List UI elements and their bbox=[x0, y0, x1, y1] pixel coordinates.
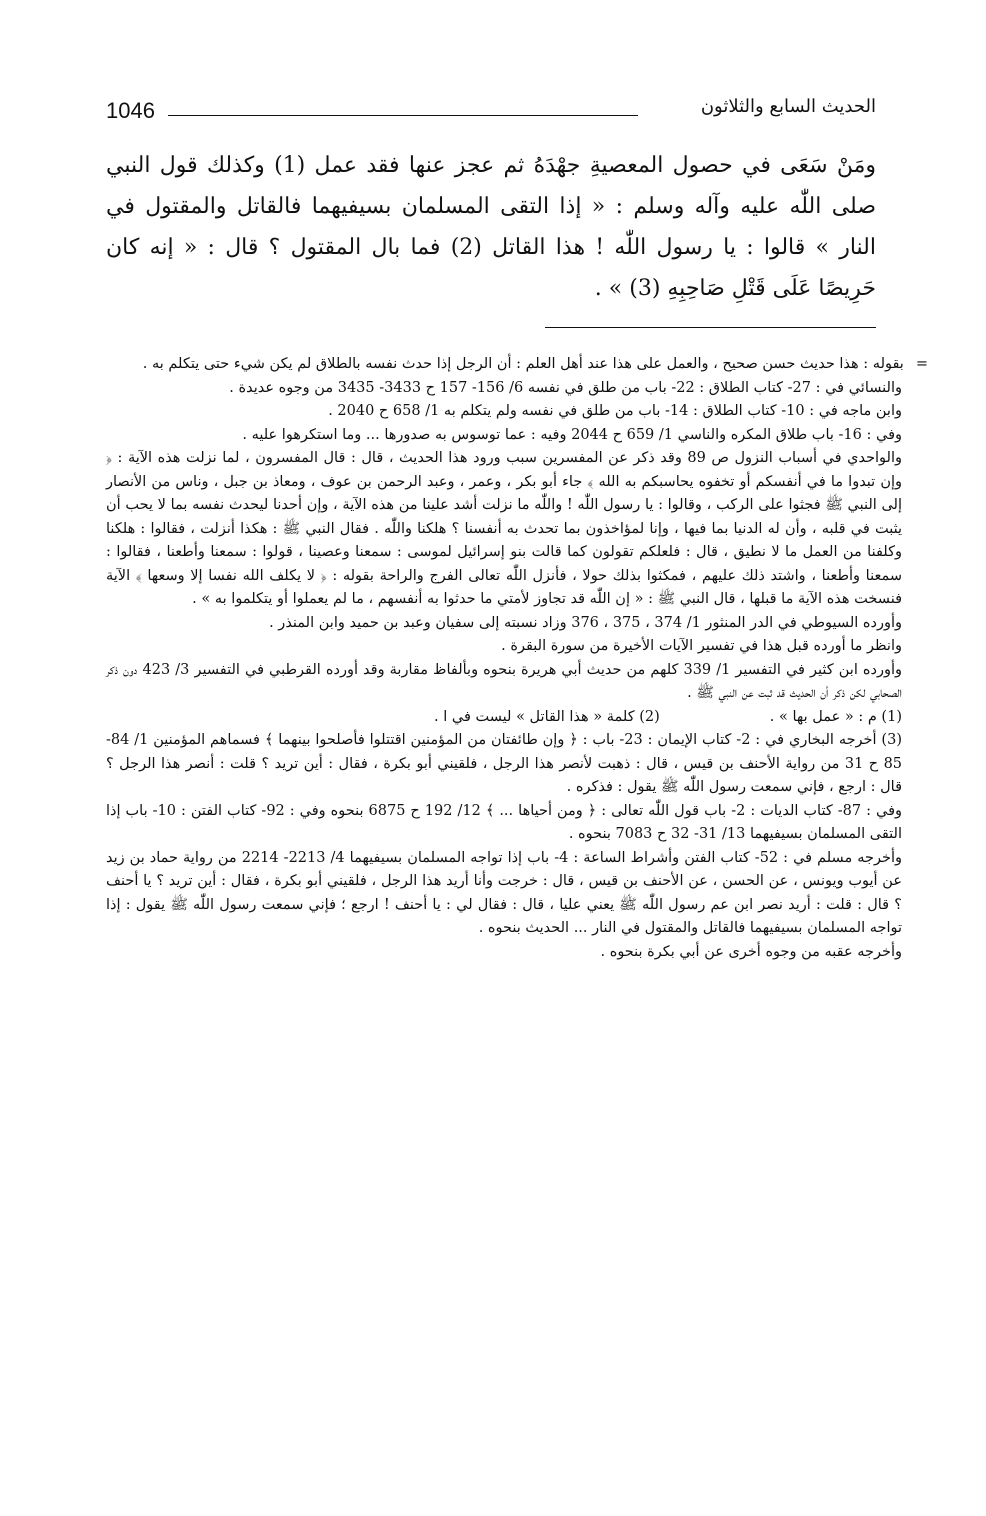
footnote-2: (2) كلمة « هذا القاتل » ليست في ا . bbox=[434, 708, 660, 725]
footnote-paragraph: وابن ماجه في : 10- كتاب الطلاق : 14- باب من طلق في نفسه ولم يتكلم به 1/ 658 ح 2040 . bbox=[328, 403, 902, 419]
footnotes-1-2 bbox=[106, 706, 902, 730]
footnote-paragraph: والواحدي في أسباب النزول ص 89 وقد ذكر عن المفسرين سبب ورود هذا الحديث ، قال : قال المفسرون ، لما نزلت هذه الآية : ﴿ وإن تبدوا ما في أنفسكم أو تخفوه يحاسبكم به الله ﴾ جاء أبو بكر ، وعمر ، وعبد الرحمن بن عوف ، ومعاذ بن جبل ، وناس من الأنصار إلى النبي ﷺ فجثوا على الركب ، وقالوا : يا رسول اللّٰه ! واللّٰه ما نزلت أشد علينا من هذه الآية ، وإن أحدنا ليحدث نفسه بما لا يحب أن يثبت في قلبه ، وأن له الدنيا بما فيها ، وإنا لمؤاخذون بما تحدث به أنفسنا ؟ هلكنا واللّٰه . فقال النبي ﷺ : هكذا أنزلت ، فقالوا : هلكنا وكلفنا من العمل ما لا نطيق ، قال : فلعلكم تقولون كما قالت بنو إسرائيل لموسى : سمعنا وعصينا ، قولوا : سمعنا وأطعنا ، فقالوا : سمعنا وأطعنا ، واشتد ذلك عليهم ، فمكثوا بذلك حولا ، فأنزل اللّٰه تعالى الفرج والراحة بقوله : ﴿ لا يكلف الله نفسا إلا وسعها ﴾ الآية فنسخت هذه الآية ما قبلها ، قال النبي ﷺ : « إن اللّٰه قد تجاوز لأمتي ما حدثوا به أنفسهم ، ما لم يعملوا أو يتكلموا به » . bbox=[106, 450, 902, 607]
footnote-paragraph: وأخرجه مسلم في : 52- كتاب الفتن وأشراط الساعة : 4- باب إذا تواجه المسلمان بسيفيهما 4/ 2213- 2214 من رواية حماد بن زيد عن أيوب ويونس ، عن الحسن ، عن الأحنف بن قيس ، قال : خرجت وأنا أريد هذا الرجل ، فلقيني أبو بكرة ، فقال : أين تريد ؟ يا أحنف ؟ قال : قلت : أريد نصر ابن عم رسول اللّٰه ﷺ يعني عليا ، قال : فقال لي : يا أحنف ! ارجع ؛ فإني سمعت رسول اللّٰه ﷺ يقول : إذا تواجه المسلمان بسيفيهما فالقاتل والمقتول في النار ... الحديث بنحوه . bbox=[106, 849, 903, 936]
footnote-paragraph: والنسائي في : 27- كتاب الطلاق : 22- باب من طلق في نفسه 6/ 156- 157 ح 3433- 3435 من وجوه عديدة . bbox=[229, 379, 902, 396]
footnote-text: بقوله : هذا حديث حسن صحيح ، والعمل على هذا عند أهل العلم : أن الرجل إذا حدث نفسه بالطلاق لم يكن شيء حتى يتكلم به . bbox=[142, 356, 904, 372]
main-text bbox=[106, 145, 876, 309]
footnotes bbox=[106, 353, 928, 964]
main-paragraph: ومَنْ سَعَى في حصول المعصيةِ جهْدَهُ ثم عجز عنها فقد عمل (1) وكذلك قول النبي صلى اللّٰه عليه وآله وسلم : « إذا التقى المسلمان بسيفيهما فالقاتل والمقتول في النار » قالوا : يا رسول اللّٰه ! هذا القاتل (2) فما بال المقتول ؟ قال : « إنه كان حَرِيصًا عَلَى قَتْلِ صَاحِبِهِ (3) » . bbox=[106, 153, 876, 301]
footnote-paragraph: وأورده السيوطي في الدر المنثور 1/ 374 ، 375 ، 376 وزاد نسبته إلى سفيان وعبد بن حميد وابن المنذر . bbox=[269, 614, 902, 631]
footnote-separator bbox=[545, 327, 876, 328]
footnote-paragraph: وفي : 87- كتاب الديات : 2- باب قول اللّٰه تعالى : ﴿ ومن أحياها ... ﴾ 12/ 192 ح 6875 بنحوه وفي : 92- كتاب الفتن : 10- باب إذا التقى المسلمان بسيفيهما 13/ 31- 32 ح 7083 بنحوه . bbox=[106, 802, 903, 842]
continuation-mark: = bbox=[915, 356, 928, 372]
footnote-3: (3) أخرجه البخاري في : 2- كتاب الإيمان : 23- باب : ﴿ وإن طائفتان من المؤمنين اقتتلوا فأصلحوا بينهما ﴾ فسماهم المؤمنين 1/ 84- 85 ح 31 من رواية الأحنف بن قيس ، قال : ذهبت لأنصر هذا الرجل ، فلقيني أبو بكرة ، فقال : أين تريد ؟ قلت : أنصر هذا الرجل ؟ قال : ارجع ، فإني سمعت رسول اللّٰه ﷺ يقول : فذكره . bbox=[106, 732, 903, 795]
page-number: 1046 bbox=[106, 98, 155, 123]
footnote-paragraph: وأخرجه عقبه من وجوه أخرى عن أبي بكرة بنحوه . bbox=[600, 943, 902, 960]
footnote-1: (1) م : « عمل بها » . bbox=[769, 708, 902, 725]
page-header bbox=[106, 96, 876, 136]
footnote-paragraph: وأورده ابن كثير في التفسير 1/ 339 كلهم من حديث أبي هريرة بنحوه وبألفاظ مقاربة وقد أورده القرطبي في التفسير 3/ 423 دون ذكر الصحابي لكن ذكر أن الحديث قد ثبت عن النبي ﷺ . bbox=[106, 661, 902, 701]
header-rule bbox=[168, 115, 638, 116]
footnote-continuation bbox=[106, 353, 928, 377]
footnote-paragraph: وانظر ما أورده قبل هذا في تفسير الآيات الأخيرة من سورة البقرة . bbox=[501, 638, 902, 654]
running-title: الحديث السابع والثلاثون bbox=[700, 96, 876, 117]
footnote-paragraph: وفي : 16- باب طلاق المكره والناسي 1/ 659 ح 2044 وفيه : عما توسوس به صدورها ... وما استكرهوا عليه . bbox=[242, 426, 902, 443]
